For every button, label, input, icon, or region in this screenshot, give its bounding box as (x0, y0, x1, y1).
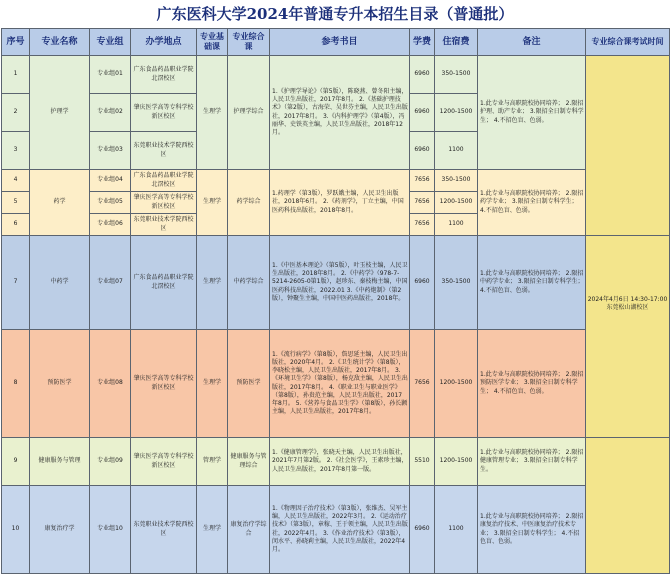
major-cell: 康复治疗学 (30, 486, 90, 574)
dorm-cell: 350-1500 (435, 56, 478, 94)
base-course-cell: 生理学 (197, 330, 228, 438)
header-tuition: 学费 (410, 29, 435, 56)
comp-course-cell: 康复治疗学综合 (228, 486, 270, 574)
tuition-cell: 6960 (410, 486, 435, 574)
group-cell: 专业组08 (90, 330, 131, 438)
group-cell: 专业组02 (90, 94, 131, 132)
location-cell: 东莞职业技术学院西校区 (131, 132, 197, 170)
table-row (2, 170, 670, 192)
base-course-cell: 生理学 (197, 56, 228, 170)
base-course-cell: 生理学 (197, 486, 228, 574)
enrollment-table (1, 28, 670, 574)
tuition-cell: 6960 (410, 56, 435, 94)
group-cell: 专业组06 (90, 214, 131, 236)
books-cell: 1.《中医基本理论》（第5版），叶玉枝主编，人民卫生出版社，2018年8月。 2.《中药学》（978-7-5214-2605-0第1版），赵珍东、秦枝梅主编，中国医药科技出版社，2022.01 3.《中药炮制》（第2版），钟聚生主编，中国中医药出版社，2018年。 (270, 236, 410, 330)
notes-cell: 1.此专业与高职院校协同培养； 2.限招健康管理专业； 3.限招全日制专科学生。 (478, 438, 586, 486)
books-cell: 1.《流行病学》（第8版），詹思延主编，人民卫生出版社，2020年4月。 2.《卫生统计学》（第8版），李晓松主编，人民卫生出版社，2017年8月。 3.《环境卫生学》（第8版），杨克敌主编，人民卫生出版社，2017年8月。 4.《职业卫生与职业医学》（第8版），孙贵范主编，人民卫生出版社，2017年8月。 5.《营养与食品卫生学》（第8版），孙长颢主编，人民卫生出版社，2017年8月。 (270, 330, 410, 438)
comp-course-cell: 中药学综合 (228, 236, 270, 330)
seq-cell: 7 (2, 236, 30, 330)
header-location: 办学地点 (131, 29, 197, 56)
location-cell: 肇庆医学高等专科学校新区校区 (131, 192, 197, 214)
seq-cell: 3 (2, 132, 30, 170)
dorm-cell: 1200-1500 (435, 438, 478, 486)
group-cell: 专业组05 (90, 192, 131, 214)
dorm-cell: 1100 (435, 214, 478, 236)
dorm-cell: 1200-1500 (435, 192, 478, 214)
header-seq: 序号 (2, 29, 30, 56)
seq-cell: 4 (2, 170, 30, 192)
location-cell: 肇庆医学高等专科学校新区校区 (131, 94, 197, 132)
dorm-cell: 1200-1500 (435, 94, 478, 132)
major-cell: 药学 (30, 170, 90, 236)
notes-cell: 1.此专业与高职院校协同培养； 2.限招护理、助产专业； 3.限招全日制专科学生； 4.不招色盲、色弱。 (478, 56, 586, 170)
books-cell: 1.《护理学导论》（第5版），陈晓燕、曾冬阳主编，人民卫生出版社，2017年8月。 2.《基础护理技术》（第2版），古海荣、吴世芬主编，人民卫生出版社，2017年8月。 3.《内科护理学》（第4版），冯丽华、史铁英主编，人民卫生出版社，2018年12月。 (270, 56, 410, 170)
exam-time-spacer (586, 56, 670, 236)
header-group: 专业组 (90, 29, 131, 56)
base-course-cell: 生理学 (197, 170, 228, 236)
dorm-cell: 350-1500 (435, 170, 478, 192)
comp-course-cell: 护理学综合 (228, 56, 270, 170)
table-row (2, 438, 670, 486)
base-course-cell: 管理学 (197, 438, 228, 486)
dorm-cell: 1200-1500 (435, 330, 478, 438)
tuition-cell: 7656 (410, 330, 435, 438)
major-cell: 健康服务与管理 (30, 438, 90, 486)
dorm-cell: 1100 (435, 132, 478, 170)
books-cell: 1.《物理因子治疗技术》（第3版），张维杰、吴军主编，人民卫生出版社，2022年3月。 2.《运动治疗技术》（第3版），章稼、王于领主编，人民卫生出版社，2022年4月。 3.《作业治疗技术》（第3版），闵水平、孙晓莉主编，人民卫生出版社，2022年4月。 (270, 486, 410, 574)
header-dorm: 住宿费 (435, 29, 478, 56)
seq-cell: 8 (2, 330, 30, 438)
books-cell: 1.药理学（第3版），罗跃娥主编，人民卫生出版社，2018年6月。 2.《药剂学》，丁立主编，中国医药科技出版社，2018年8月。 (270, 170, 410, 236)
group-cell: 专业组03 (90, 132, 131, 170)
seq-cell: 5 (2, 192, 30, 214)
exam-time-cell: 2024年4月6日 14:30-17:00 东莞松山湖校区 (586, 236, 670, 438)
dorm-cell: 1100 (435, 486, 478, 574)
table-row (2, 330, 670, 438)
location-cell: 东莞职业技术学院西校区 (131, 486, 197, 574)
exam-time-spacer (586, 438, 670, 574)
table-row (2, 56, 670, 94)
comp-course-cell: 健康服务与管理综合 (228, 438, 270, 486)
major-cell: 中药学 (30, 236, 90, 330)
group-cell: 专业组07 (90, 236, 131, 330)
comp-course-cell: 药学综合 (228, 170, 270, 236)
header-books: 参考书目 (270, 29, 410, 56)
header-notes: 备注 (478, 29, 586, 56)
notes-cell: 1.此专业与高职院校协同培养； 2.限招药学专业； 3.限招全日制专科学生； 4.不招色盲、色弱。 (478, 170, 586, 236)
group-cell: 专业组09 (90, 438, 131, 486)
group-cell: 专业组10 (90, 486, 131, 574)
header-major: 专业名称 (30, 29, 90, 56)
location-cell: 肇庆医学高等专科学校新区校区 (131, 438, 197, 486)
notes-cell: 1.此专业与高职院校协同培养； 2.限招中药学专业； 3.限招全日制专科学生； 4.不招色盲、色弱。 (478, 236, 586, 330)
header-row (2, 29, 670, 56)
tuition-cell: 5510 (410, 438, 435, 486)
seq-cell: 1 (2, 56, 30, 94)
dorm-cell: 350-1500 (435, 236, 478, 330)
comp-course-cell: 预防医学 (228, 330, 270, 438)
header-comp-course: 专业综合课 (228, 29, 270, 56)
base-course-cell: 生理学 (197, 236, 228, 330)
location-cell: 肇庆医学高等专科学校新区校区 (131, 330, 197, 438)
location-cell: 广东食品药品职业学院北滘校区 (131, 170, 197, 192)
header-base-course: 专业基础课 (197, 29, 228, 56)
tuition-cell: 7656 (410, 192, 435, 214)
group-cell: 专业组04 (90, 170, 131, 192)
header-exam-time: 专业综合课考试时间 (586, 29, 670, 56)
tuition-cell: 7656 (410, 170, 435, 192)
table-row (2, 236, 670, 330)
seq-cell: 6 (2, 214, 30, 236)
tuition-cell: 6960 (410, 236, 435, 330)
tuition-cell: 7656 (410, 214, 435, 236)
tuition-cell: 6960 (410, 94, 435, 132)
notes-cell: 1.此专业与高职院校协同培养； 2.限招康复治疗技术、中医康复治疗技术专业； 3.限招全日制专科学生； 4.不招色盲、色弱。 (478, 486, 586, 574)
major-cell: 护理学 (30, 56, 90, 170)
location-cell: 广东食品药品职业学院北滘校区 (131, 236, 197, 330)
group-cell: 专业组01 (90, 56, 131, 94)
seq-cell: 10 (2, 486, 30, 574)
table-row (2, 486, 670, 574)
major-cell: 预防医学 (30, 330, 90, 438)
seq-cell: 2 (2, 94, 30, 132)
tuition-cell: 6960 (410, 132, 435, 170)
location-cell: 广东食品药品职业学院北滘校区 (131, 56, 197, 94)
location-cell: 东莞职业技术学院西校区 (131, 214, 197, 236)
page-title: 广东医科大学2024年普通专升本招生目录（普通批） (156, 5, 514, 23)
notes-cell: 1.此专业与高职院校协同培养； 2.限招预防医学专业； 3.限招全日制专科学生； 4.不招色盲、色弱。 (478, 330, 586, 438)
seq-cell: 9 (2, 438, 30, 486)
books-cell: 1.《健康管理学》，张晓天主编，人民卫生出版社，2021年7月第2版。 2.《社会医学》，王素珍主编，人民卫生出版社，2017年8月第一版。 (270, 438, 410, 486)
